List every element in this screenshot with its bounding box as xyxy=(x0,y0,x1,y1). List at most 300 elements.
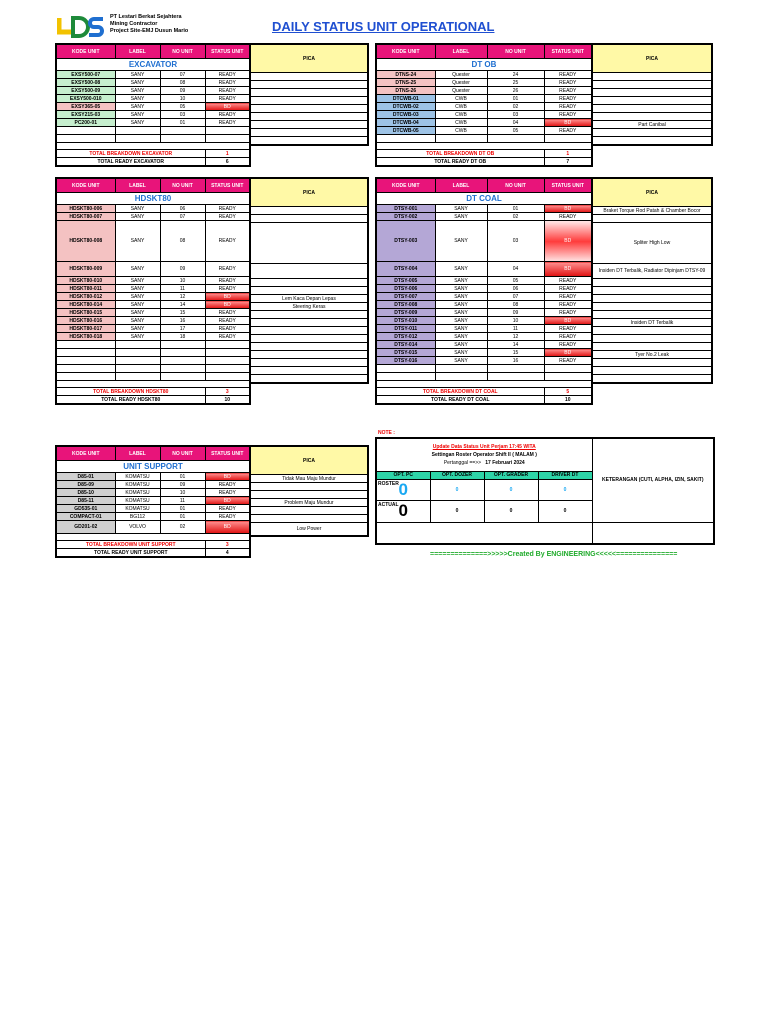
pica-note xyxy=(250,311,368,319)
pica-note xyxy=(592,303,712,311)
unit-label xyxy=(435,135,487,143)
unit-number: 18 xyxy=(160,333,205,341)
unit-number: 04 xyxy=(487,262,544,277)
dtob-table xyxy=(375,43,593,167)
pica-note xyxy=(592,105,712,113)
pica-note: Part Canibal xyxy=(592,121,712,129)
unit-label: SANY xyxy=(435,285,487,293)
unit-label: Quester xyxy=(435,71,487,79)
unit-label: Quester xyxy=(435,79,487,87)
table-row xyxy=(376,373,592,381)
unit-code xyxy=(56,357,115,365)
status-badge: READY xyxy=(205,79,250,87)
status-badge: READY xyxy=(544,127,592,135)
pica-note: Spliter High Low xyxy=(592,223,712,264)
table-row xyxy=(56,87,250,95)
status-badge: READY xyxy=(544,333,592,341)
spacer xyxy=(376,143,592,150)
pica-note xyxy=(592,335,712,343)
unit-label xyxy=(115,365,160,373)
pica-note xyxy=(250,287,368,295)
unit-label xyxy=(435,365,487,373)
unit-label: SANY xyxy=(435,317,487,325)
section-title: EXCAVATOR xyxy=(56,59,250,71)
status-badge: BD xyxy=(544,221,592,262)
status-badge: READY xyxy=(205,205,250,213)
table-row xyxy=(376,325,592,333)
unit-code: D85-10 xyxy=(56,489,115,497)
table-row xyxy=(56,505,250,513)
unit-code xyxy=(56,365,115,373)
unit-label: SANY xyxy=(115,205,160,213)
roster-opt-grader: 0 xyxy=(484,479,538,500)
unit-code: DTSY-010 xyxy=(376,317,435,325)
table-row xyxy=(56,111,250,119)
pica-note: Problem Maju Mundur xyxy=(250,499,368,507)
column-header-label: LABEL xyxy=(435,178,487,193)
pica-note xyxy=(592,327,712,335)
unit-number: 05 xyxy=(160,103,205,111)
unit-code: HDSKT80-017 xyxy=(56,325,115,333)
unit-label: SANY xyxy=(435,205,487,213)
unit-label: SANY xyxy=(115,301,160,309)
status-badge: READY xyxy=(205,325,250,333)
spacer xyxy=(376,381,592,388)
table-row xyxy=(56,127,250,135)
pica-header: PICA xyxy=(250,178,368,207)
unit-label: SANY xyxy=(435,221,487,262)
unit-label: VOLVO xyxy=(115,521,160,534)
table-row xyxy=(56,489,250,497)
table-row xyxy=(376,293,592,301)
unit-number: 16 xyxy=(487,357,544,365)
status-badge: READY xyxy=(544,285,592,293)
unit-label: SANY xyxy=(435,333,487,341)
keterangan-label: KETERANGAN (CUTI, ALPHA, IZIN, SAKIT) xyxy=(602,477,704,484)
table-row xyxy=(376,277,592,285)
total-breakdown-value: 3 xyxy=(205,541,250,549)
column-header-kode: KODE UNIT xyxy=(56,446,115,461)
pica-note xyxy=(592,367,712,375)
roster-driver-dt: 0 xyxy=(538,479,592,500)
opt-dozer-header: OPT. DOZER xyxy=(430,471,484,479)
pica-note xyxy=(250,375,368,384)
unit-number: 17 xyxy=(160,325,205,333)
dtob-pica-column xyxy=(591,43,713,146)
unit-code: DTNS-25 xyxy=(376,79,435,87)
total-ready-label: TOTAL READY DT COAL xyxy=(376,396,544,405)
section-title: DT COAL xyxy=(376,193,592,205)
unit-number xyxy=(487,373,544,381)
status-badge: READY xyxy=(544,111,592,119)
unit-code: DTSY-001 xyxy=(376,205,435,213)
unit-support-pica-column xyxy=(249,445,369,537)
total-ready-label: TOTAL READY HDSKT80 xyxy=(56,396,205,405)
unit-number: 02 xyxy=(487,103,544,111)
table-row xyxy=(376,333,592,341)
total-breakdown-label: TOTAL BREAKDOWN DT OB xyxy=(376,150,544,158)
column-header-label: LABEL xyxy=(115,446,160,461)
table-row xyxy=(376,95,592,103)
unit-code: DTCWB-04 xyxy=(376,119,435,127)
pica-note: Low Power xyxy=(250,523,368,537)
actual-opt-pc: 0 xyxy=(398,501,408,520)
pica-header: PICA xyxy=(592,44,712,73)
spacer xyxy=(56,381,250,388)
pica-note xyxy=(592,359,712,367)
unit-number: 08 xyxy=(160,79,205,87)
pica-note xyxy=(592,73,712,81)
status-badge xyxy=(205,127,250,135)
unit-code xyxy=(376,135,435,143)
unit-label xyxy=(115,373,160,381)
pica-header: PICA xyxy=(250,446,368,475)
total-ready-label: TOTAL READY UNIT SUPPORT xyxy=(56,549,205,558)
unit-number: 02 xyxy=(160,521,205,534)
pica-note xyxy=(592,311,712,319)
unit-code xyxy=(376,373,435,381)
status-badge: READY xyxy=(544,309,592,317)
section-title: DT OB xyxy=(376,59,592,71)
unit-code xyxy=(56,349,115,357)
pica-note xyxy=(250,81,368,89)
spacer xyxy=(56,143,250,150)
status-badge: BD xyxy=(205,293,250,301)
unit-code: GD535-01 xyxy=(56,505,115,513)
roster-opt-pc: 0 xyxy=(398,479,408,499)
column-header-label: LABEL xyxy=(435,44,487,59)
unit-code: PC200-01 xyxy=(56,119,115,127)
pica-note xyxy=(250,215,368,223)
excavator-pica-column xyxy=(249,43,369,146)
status-badge: READY xyxy=(205,317,250,325)
unit-code: EXSY500-07 xyxy=(56,71,115,79)
table-row xyxy=(376,119,592,127)
column-header-label: LABEL xyxy=(115,44,160,59)
unit-label: SANY xyxy=(115,221,160,262)
pica-note xyxy=(250,97,368,105)
section-title: UNIT SUPPORT xyxy=(56,461,250,473)
unit-number: 06 xyxy=(487,285,544,293)
status-badge: BD xyxy=(544,349,592,357)
pica-note: Steering Keras xyxy=(250,303,368,311)
unit-number: 01 xyxy=(160,505,205,513)
table-row xyxy=(376,87,592,95)
status-badge: READY xyxy=(205,262,250,277)
unit-number: 07 xyxy=(160,213,205,221)
total-breakdown-label: TOTAL BREAKDOWN UNIT SUPPORT xyxy=(56,541,205,549)
status-badge xyxy=(205,341,250,349)
unit-label: CWB xyxy=(435,111,487,119)
unit-number: 10 xyxy=(160,277,205,285)
dtcoal-table xyxy=(375,177,593,405)
table-row xyxy=(376,135,592,143)
table-row xyxy=(376,285,592,293)
total-ready-label: TOTAL READY DT OB xyxy=(376,158,544,167)
unit-label: CWB xyxy=(435,119,487,127)
unit-label xyxy=(115,357,160,365)
unit-number: 05 xyxy=(487,127,544,135)
pica-note xyxy=(250,483,368,491)
table-row xyxy=(56,473,250,481)
pica-note xyxy=(250,335,368,343)
unit-code: DTSY-002 xyxy=(376,213,435,221)
company-info xyxy=(110,14,188,35)
unit-code: EXSY500-08 xyxy=(56,79,115,87)
unit-code: HDSKT80-006 xyxy=(56,205,115,213)
unit-code: DTSY-014 xyxy=(376,341,435,349)
unit-label xyxy=(115,341,160,349)
pica-note xyxy=(250,327,368,335)
table-row xyxy=(376,357,592,365)
unit-number: 03 xyxy=(487,111,544,119)
unit-number: 01 xyxy=(160,513,205,521)
table-row xyxy=(56,285,250,293)
unit-code: HDSKT80-008 xyxy=(56,221,115,262)
pica-note xyxy=(250,137,368,146)
unit-number: 02 xyxy=(487,213,544,221)
pica-note: Tyer No.2 Leak xyxy=(592,351,712,359)
unit-number xyxy=(160,373,205,381)
unit-number: 05 xyxy=(487,277,544,285)
unit-number: 26 xyxy=(487,87,544,95)
date-label: Pertanggal ==>> xyxy=(443,459,482,466)
table-row xyxy=(56,365,250,373)
pica-note: Braket Torque Rod Patah & Chamber Bocor xyxy=(592,207,712,215)
status-badge: READY xyxy=(205,221,250,262)
unit-code: DTSY-007 xyxy=(376,293,435,301)
unit-support-table xyxy=(55,445,251,558)
column-header-status: STATUS UNIT xyxy=(205,178,250,193)
unit-label: SANY xyxy=(115,277,160,285)
pica-note: Tidak Mau Maju Mundur xyxy=(250,475,368,483)
column-header-status: STATUS UNIT xyxy=(205,44,250,59)
status-badge: BD xyxy=(205,497,250,505)
unit-label xyxy=(115,135,160,143)
column-header-no: NO UNIT xyxy=(160,178,205,193)
pica-note xyxy=(250,359,368,367)
unit-number: 03 xyxy=(487,221,544,262)
unit-code: DTSY-005 xyxy=(376,277,435,285)
unit-label: SANY xyxy=(115,103,160,111)
unit-number: 01 xyxy=(487,95,544,103)
unit-number: 15 xyxy=(487,349,544,357)
table-row xyxy=(56,135,250,143)
pica-note: Lem Kaca Depan Lepas xyxy=(250,295,368,303)
pica-note xyxy=(592,343,712,351)
unit-label: SANY xyxy=(435,349,487,357)
table-row xyxy=(56,481,250,489)
unit-number xyxy=(487,365,544,373)
pica-note xyxy=(592,97,712,105)
unit-label: Quester xyxy=(435,87,487,95)
section-title: HDSKT80 xyxy=(56,193,250,205)
total-ready-value: 10 xyxy=(544,396,592,405)
unit-number: 04 xyxy=(487,119,544,127)
unit-number: 01 xyxy=(487,205,544,213)
table-row xyxy=(376,317,592,325)
company-type: Mining Contractor xyxy=(110,21,158,27)
table-row xyxy=(376,111,592,119)
hdskt80-pica-column xyxy=(249,177,369,384)
unit-code: HDSKT80-014 xyxy=(56,301,115,309)
pica-note: Insiden DT Terbalik, Radiator Dipinjam DTSY-09 xyxy=(592,264,712,279)
status-badge: READY xyxy=(205,481,250,489)
table-row xyxy=(56,309,250,317)
unit-number xyxy=(160,341,205,349)
table-row xyxy=(376,349,592,357)
pica-header: PICA xyxy=(250,44,368,73)
unit-label: KOMATSU xyxy=(115,481,160,489)
total-breakdown-label: TOTAL BREAKDOWN DT COAL xyxy=(376,388,544,396)
table-row xyxy=(56,71,250,79)
date-value: 17 Februari 2024 xyxy=(485,459,525,466)
status-badge: READY xyxy=(544,79,592,87)
unit-label: SANY xyxy=(435,277,487,285)
pica-note xyxy=(592,81,712,89)
unit-label xyxy=(435,373,487,381)
note-label: NOTE : xyxy=(378,430,395,436)
unit-code: D85-01 xyxy=(56,473,115,481)
status-badge: READY xyxy=(544,95,592,103)
status-badge: READY xyxy=(544,357,592,365)
table-row xyxy=(56,325,250,333)
unit-label: SANY xyxy=(435,357,487,365)
pica-note xyxy=(250,491,368,499)
table-row xyxy=(376,341,592,349)
column-header-status: STATUS UNIT xyxy=(544,178,592,193)
unit-code: HDSKT80-007 xyxy=(56,213,115,221)
unit-code xyxy=(56,135,115,143)
status-badge xyxy=(544,135,592,143)
table-row xyxy=(56,521,250,534)
excavator-table xyxy=(55,43,251,167)
unit-code: HDSKT80-009 xyxy=(56,262,115,277)
column-header-no: NO UNIT xyxy=(487,178,544,193)
actual-opt-grader: 0 xyxy=(484,500,538,522)
pica-note xyxy=(250,343,368,351)
pica-note xyxy=(250,264,368,279)
unit-number: 10 xyxy=(160,95,205,103)
total-ready-value: 7 xyxy=(544,158,592,167)
status-badge: READY xyxy=(544,301,592,309)
unit-code: DTSY-004 xyxy=(376,262,435,277)
unit-number: 09 xyxy=(160,262,205,277)
unit-code: D85-09 xyxy=(56,481,115,489)
status-badge: READY xyxy=(205,285,250,293)
pica-note xyxy=(592,295,712,303)
unit-number: 12 xyxy=(160,293,205,301)
unit-number: 06 xyxy=(160,205,205,213)
pica-note xyxy=(592,89,712,97)
unit-label: SANY xyxy=(115,95,160,103)
table-row xyxy=(376,221,592,262)
status-badge: READY xyxy=(205,95,250,103)
keterangan-box xyxy=(592,438,714,522)
unit-label: SANY xyxy=(115,87,160,95)
unit-number: 07 xyxy=(160,71,205,79)
status-badge: READY xyxy=(544,213,592,221)
unit-code xyxy=(376,365,435,373)
column-header-no: NO UNIT xyxy=(160,44,205,59)
unit-label: SANY xyxy=(435,301,487,309)
total-ready-label: TOTAL READY EXCAVATOR xyxy=(56,158,205,167)
actual-label: ACTUAL xyxy=(378,501,399,508)
column-header-no: NO UNIT xyxy=(487,44,544,59)
unit-code: HDSKT80-011 xyxy=(56,285,115,293)
table-row xyxy=(56,349,250,357)
unit-number: 10 xyxy=(160,489,205,497)
unit-number: 09 xyxy=(487,309,544,317)
column-header-kode: KODE UNIT xyxy=(376,178,435,193)
unit-number: 12 xyxy=(487,333,544,341)
unit-label: KOMATSU xyxy=(115,489,160,497)
unit-code: GD201-02 xyxy=(56,521,115,534)
unit-code: COMPACT-01 xyxy=(56,513,115,521)
unit-number: 03 xyxy=(160,111,205,119)
pica-note xyxy=(250,507,368,515)
unit-label: SANY xyxy=(115,309,160,317)
unit-label: CWB xyxy=(435,103,487,111)
column-header-no: NO UNIT xyxy=(160,446,205,461)
unit-label: SANY xyxy=(115,79,160,87)
update-info: Update Data Status Unit Perjam 17:45 WITA xyxy=(432,443,536,450)
total-breakdown-label: TOTAL BREAKDOWN HDSKT80 xyxy=(56,388,205,396)
total-breakdown-value: 3 xyxy=(205,388,250,396)
unit-number xyxy=(160,357,205,365)
status-badge: READY xyxy=(205,87,250,95)
total-breakdown-value: 5 xyxy=(544,388,592,396)
unit-number: 01 xyxy=(160,119,205,127)
table-row xyxy=(56,213,250,221)
pica-note xyxy=(592,287,712,295)
unit-code: DTNS-26 xyxy=(376,87,435,95)
unit-number: 11 xyxy=(160,497,205,505)
unit-code xyxy=(56,127,115,135)
pica-note xyxy=(250,279,368,287)
unit-label: SANY xyxy=(435,293,487,301)
unit-number xyxy=(160,349,205,357)
unit-label: KOMATSU xyxy=(115,497,160,505)
unit-code: DTCWB-03 xyxy=(376,111,435,119)
column-header-status: STATUS UNIT xyxy=(205,446,250,461)
unit-number: 08 xyxy=(160,221,205,262)
column-header-status: STATUS UNIT xyxy=(544,44,592,59)
pica-note xyxy=(250,319,368,327)
roster-table xyxy=(375,437,715,545)
unit-code: DTCWB-02 xyxy=(376,103,435,111)
unit-label: SANY xyxy=(435,325,487,333)
status-badge xyxy=(544,373,592,381)
pica-note xyxy=(592,215,712,223)
status-badge: READY xyxy=(544,103,592,111)
unit-label: SANY xyxy=(115,111,160,119)
table-row xyxy=(376,309,592,317)
status-badge: READY xyxy=(544,325,592,333)
table-row xyxy=(56,513,250,521)
actual-opt-dozer: 0 xyxy=(430,500,484,522)
status-badge: READY xyxy=(205,71,250,79)
unit-label: BG112 xyxy=(115,513,160,521)
table-row xyxy=(376,205,592,213)
unit-number: 15 xyxy=(160,309,205,317)
unit-label xyxy=(115,127,160,135)
pica-note xyxy=(592,137,712,146)
unit-code: EXSY500-09 xyxy=(56,87,115,95)
total-ready-value: 10 xyxy=(205,396,250,405)
unit-number: 09 xyxy=(160,481,205,489)
status-badge xyxy=(544,365,592,373)
